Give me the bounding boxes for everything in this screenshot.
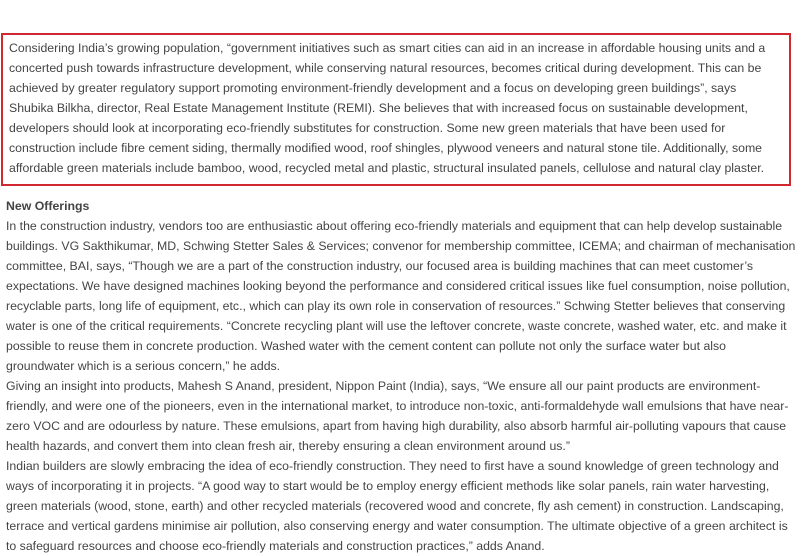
body-paragraph: In the construction industry, vendors too are enthusiastic about offering eco-friendly materials and equipment that can help develop sustainable buildings. VG Sakthikumar, MD, Schwing Stetter Sales & Services; convenor for membership committee, ICEMA; and chairman of mechanisation committee, BAI, says, “Though we are a part of the construction industry, our focused area is building machines that can meet customer’s expectations. We have designed machines looking beyond the performance and considered critical issues like fuel consumption, noise pollution, recyclable parts, long life of equipment, etc., which can play its own role in conservation of resources.” Schwing Stetter believes that conserving water is one of the critical requirements. “Concrete recycling plant will use the leftover concrete, waste concrete, washed water, etc. and make it possible to reuse them in concrete production. Washed water with the cement content can pollute not only the surface water but also groundwater which is a serious concern,” he adds. [6, 219, 796, 373]
section-heading: New Offerings [6, 199, 90, 213]
highlighted-quote-box [1, 33, 791, 186]
body-paragraph: Indian builders are slowly embracing the idea of eco-friendly construction. They need to first have a sound knowledge of green technology and ways of incorporating it in projects. “A good way to start would be to employ energy efficient methods like solar panels, rain water harvesting, green materials (wood, stone, earth) and other recycled materials (recovered wood and concrete, fly ash cement) in construction. Landscaping, terrace and vertical gardens minimise air pollution, also conserving energy and water consumption. The ultimate objective of a green architect is to safeguard resources and choose eco-friendly materials and construction practices,” adds Anand. [6, 459, 788, 553]
new-offerings-section [6, 196, 796, 556]
body-paragraph: Giving an insight into products, Mahesh S Anand, president, Nippon Paint (India), says, “We ensure all our paint products are environment-friendly, and were one of the pioneers, even in the international market, to introduce non-toxic, anti-formaldehyde wall emulsions that have near-zero VOC and are odourless by nature. These emulsions, apart from having high durability, also absorb harmful air-polluting vapours that cause health hazards, and convert them into clean fresh air, thereby ensuring a clean environment around us.” [6, 379, 789, 453]
highlighted-paragraph: Considering India’s growing population, “government initiatives such as smart cities can aid in an increase in affordable housing units and a concerted push towards infrastructure development, while conserving natural resources, becomes critical during development. This can be achieved by greater regulatory support promoting environment-friendly development and a focus on developing green buildings”, says Shubika Bilkha, director, Real Estate Management Institute (REMI). She believes that with increased focus on sustainable development, developers should look at incorporating eco-friendly substitutes for construction. Some new green materials that have been used for construction include fibre cement siding, thermally modified wood, roof shingles, plywood veneers and natural stone tile. Additionally, some affordable green materials include bamboo, wood, recycled metal and plastic, structural insulated panels, cellulose and natural clay plaster. [9, 41, 766, 175]
